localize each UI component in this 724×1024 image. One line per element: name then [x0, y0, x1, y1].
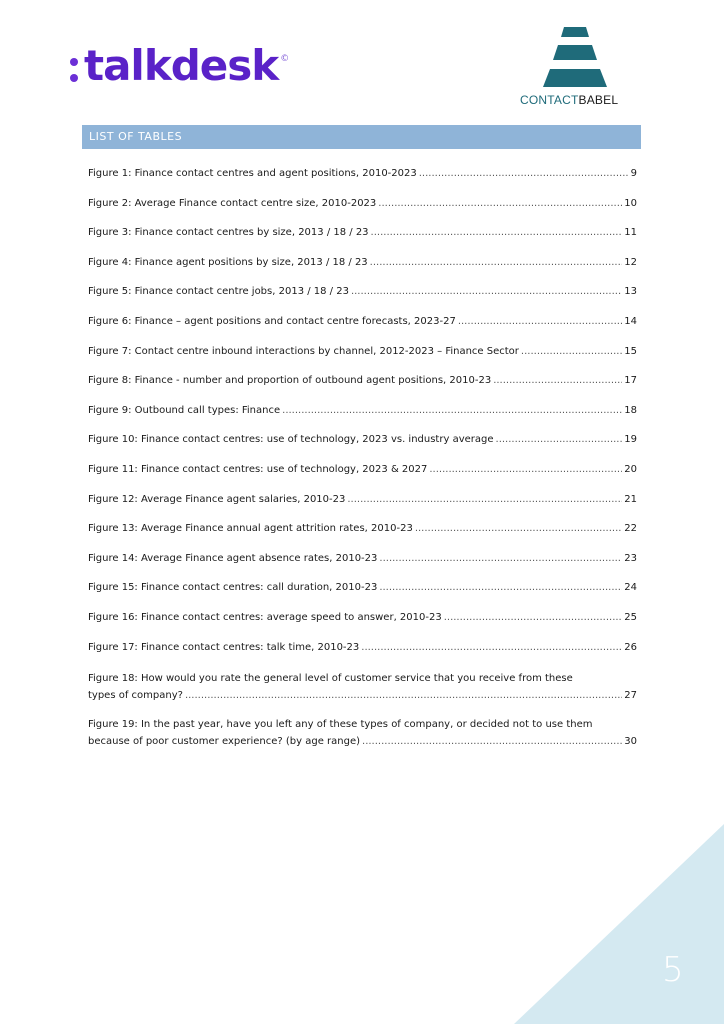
talkdesk-dots-icon	[70, 46, 80, 86]
registered-icon: ©	[280, 54, 290, 64]
toc-entry-3[interactable]: Figure 3: Finance contact centres by size, 2013 / 18 / 23 ..... 11	[88, 224, 637, 241]
toc-entry-19[interactable]: Figure 19: In the past year, have you left any of these types of company, or decided not to use them because of poor customer experience? (by age range) ..... 30	[88, 716, 637, 750]
talkdesk-wordmark: talkdesk	[84, 41, 279, 90]
toc-entry-10[interactable]: Figure 10: Finance contact centres: use of technology, 2023 vs. industry average ..... 19	[88, 431, 637, 448]
toc-entry-16[interactable]: Figure 16: Finance contact centres: average speed to answer, 2010-23 ..... 25	[88, 609, 637, 626]
toc-entry-12[interactable]: Figure 12: Average Finance agent salaries, 2010-23 ..... 21	[88, 491, 637, 508]
section-title: LIST OF TABLES	[89, 130, 183, 143]
toc-entry-17[interactable]: Figure 17: Finance contact centres: talk time, 2010-23 ..... 26	[88, 639, 637, 656]
toc-entry-15[interactable]: Figure 15: Finance contact centres: call duration, 2010-23 ..... 24	[88, 579, 637, 596]
page-number: 5	[662, 950, 684, 990]
toc-entry-9[interactable]: Figure 9: Outbound call types: Finance ..... 18	[88, 402, 637, 419]
corner-triangle-decoration	[514, 824, 724, 1024]
toc-entry-1[interactable]: Figure 1: Finance contact centres and agent positions, 2010-2023 ..... 9	[88, 165, 637, 182]
talkdesk-logo	[70, 40, 289, 92]
toc-entry-4[interactable]: Figure 4: Finance agent positions by size, 2013 / 18 / 23 ..... 12	[88, 254, 637, 271]
toc-entry-5[interactable]: Figure 5: Finance contact centre jobs, 2013 / 18 / 23 ..... 13	[88, 283, 637, 300]
toc-entry-8[interactable]: Figure 8: Finance - number and proportion of outbound agent positions, 2010-23 ..... 17	[88, 372, 637, 389]
toc-entry-14[interactable]: Figure 14: Average Finance agent absence rates, 2010-23 ..... 23	[88, 550, 637, 567]
toc-entry-11[interactable]: Figure 11: Finance contact centres: use of technology, 2023 & 2027 ..... 20	[88, 461, 637, 478]
contactbabel-wordmark: CONTACTBABEL	[520, 93, 619, 107]
toc-entry-7[interactable]: Figure 7: Contact centre inbound interactions by channel, 2012-2023 – Finance Sector ..... 15	[88, 343, 637, 360]
toc-entry-18[interactable]: Figure 18: How would you rate the general level of customer service that you receive from these types of company? ..... 27	[88, 670, 637, 704]
toc-entry-13[interactable]: Figure 13: Average Finance annual agent attrition rates, 2010-23 ..... 22	[88, 520, 637, 537]
toc-entry-6[interactable]: Figure 6: Finance – agent positions and contact centre forecasts, 2023-27 ..... 14	[88, 313, 637, 330]
toc-entry-2[interactable]: Figure 2: Average Finance contact centre size, 2010-2023 ..... 10	[88, 195, 637, 212]
toc-entry-19-line1: Figure 19: In the past year, have you left any of these types of company, or decided not to use them	[88, 719, 593, 730]
toc-entry-18-line1: Figure 18: How would you rate the general level of customer service that you receive from these	[88, 673, 573, 684]
